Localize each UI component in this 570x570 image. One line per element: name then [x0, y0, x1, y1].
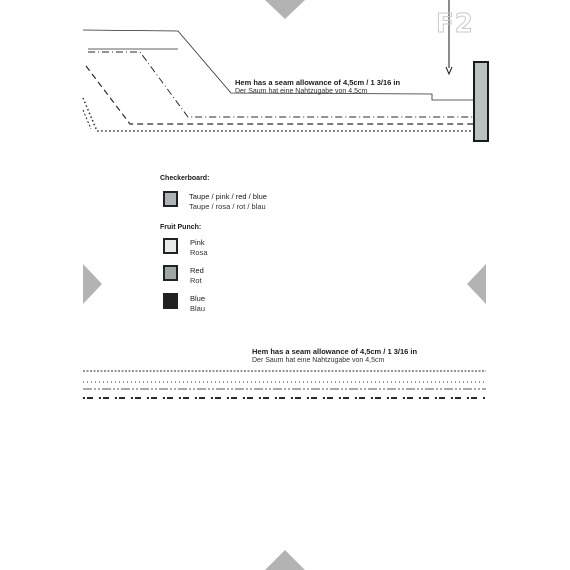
bottom-note-subtitle: Der Saum hat eine Nahtzugabe von 4,5cm — [252, 357, 385, 364]
grain-arrow-head — [446, 67, 452, 74]
blue-label-de: Blau — [190, 303, 206, 313]
red-swatch — [163, 265, 178, 281]
checkerboard-title: Checkerboard: — [160, 175, 210, 182]
pink-swatch — [163, 238, 178, 254]
size-line-dotted — [83, 98, 474, 131]
size-line-dashed — [86, 66, 474, 124]
checkerboard-label-en: Taupe / pink / red / blue — [189, 192, 267, 201]
pink-label-en: Pink — [190, 238, 205, 247]
top-note-title: Hem has a seam allowance of 4,5cm / 1 3/16 in — [235, 78, 401, 87]
red-label-en: Red — [190, 266, 204, 275]
blue-label — [190, 294, 205, 313]
checkerboard-label — [189, 192, 267, 211]
bottom-note-title: Hem has a seam allowance of 4,5cm / 1 3/16 in — [252, 347, 418, 356]
fruit-punch-title: Fruit Punch: — [160, 224, 202, 231]
blue-swatch — [163, 293, 178, 309]
checkerboard-label-de: Taupe / rosa / rot / blau — [189, 201, 266, 211]
alignment-triangle-left — [83, 264, 102, 304]
pattern-piece-edge — [474, 62, 488, 141]
pink-label — [190, 238, 208, 257]
alignment-triangle-top — [265, 0, 305, 19]
pink-label-de: Rosa — [190, 247, 208, 257]
checkerboard-swatch — [163, 191, 178, 207]
top-note-subtitle: Der Saum hat eine Nahtzugabe von 4,5cm — [235, 88, 368, 95]
red-label — [190, 266, 204, 285]
alignment-triangle-right — [467, 264, 486, 304]
red-label-de: Rot — [190, 275, 202, 285]
blue-label-en: Blue — [190, 294, 206, 303]
page-label: F2 — [436, 9, 474, 39]
alignment-triangle-bottom — [265, 550, 305, 570]
